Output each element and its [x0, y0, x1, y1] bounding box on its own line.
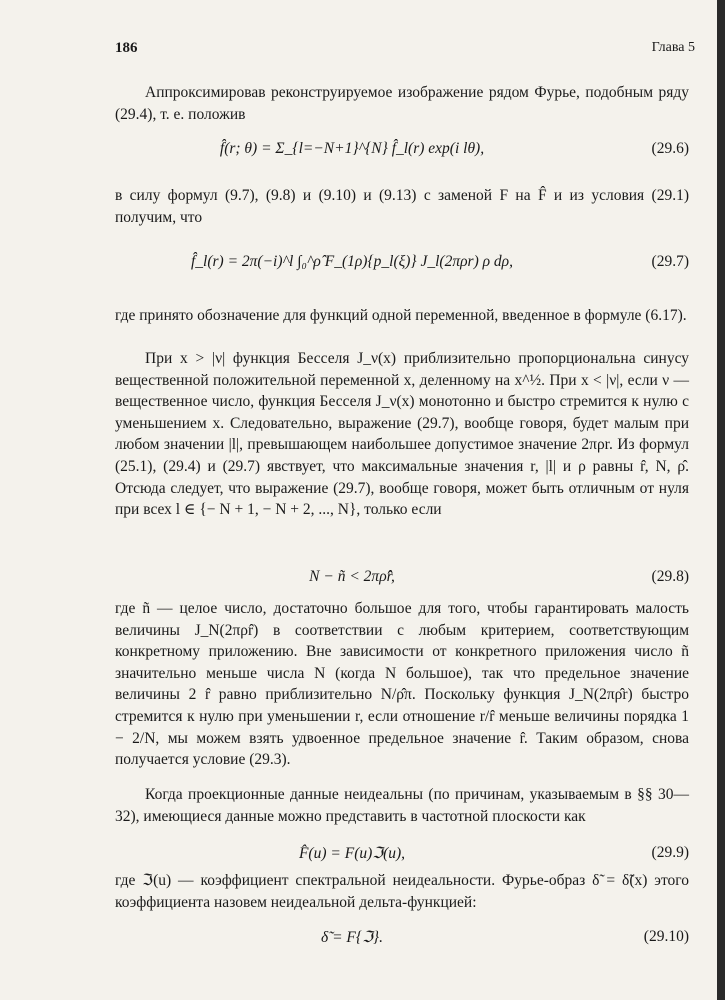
paragraph-3: где принято обозначение для функций одной переменной, введенное в формуле (6.17). [115, 307, 687, 324]
equation-formula: f̂(r; θ) = Σ_{l=−N+1}^{N} f̂_l(r) exp(i lθ), [219, 140, 485, 157]
paragraph-6: Когда проекционные данные неидеальны (по причинам, указываемым в §§ 30—32), имеющиеся данные можно представить в частотной плоскости как [115, 786, 689, 825]
equation-formula: f̂_l(r) = 2π(−i)^l ∫₀^ρ̂ F_(1ρ){p_l(ξ)} J_l(2πρr) ρ dρ, [190, 253, 513, 270]
equation-number: (29.7) [651, 253, 689, 270]
paragraph-7: где ℑ(u) — коэффициент спектральной неидеальности. Фурье-образ δ̃ = δ̃(x) этого коэффициента назовем неидеальной дельта-функцией: [115, 872, 689, 911]
paragraph-2: в силу формул (9.7), (9.8) и (9.10) и (9.13) с заменой F на F̂ и из условия (29.1) получим, что [115, 187, 689, 226]
equation-29-8 [115, 560, 689, 600]
equation-number: (29.6) [651, 140, 689, 157]
equation-29-10 [115, 920, 689, 960]
paragraph-4: При x > |ν| функция Бесселя J_ν(x) приблизительно пропорциональна синусу вещественной положительной переменной x, деленному на x^½. При x < |ν|, если ν — вещественное число, функция Бесселя J_ν(x) монотонно и быстро стремится к нулю с уменьшением x. Следовательно, выражение (29.7), вообще говоря, будет малым при любом значении |l|, превышающем наибольшее допустимое значение 2πρr. Из формул (25.1), (29.4) и (29.7) явствует, что максимальные значения r, |l| и ρ равны r̂, N, ρ̂. Отсюда следует, что выражение (29.7), вообще говоря, может быть отличным от нуля при всех l ∈ {− N + 1, − N + 2, ..., N}, только если [115, 350, 689, 519]
equation-29-7 [115, 245, 689, 285]
page-number: 186 [115, 40, 138, 56]
paragraph-1: Аппроксимировав реконструируемое изображение рядом Фурье, подобным ряду (29.4), т. е. положив [115, 84, 689, 123]
equation-number: (29.8) [651, 568, 689, 585]
equation-formula: N − ñ < 2πρ̂r̂, [309, 568, 395, 585]
equation-formula: F̂(u) = F(u)ℑ(u), [298, 845, 406, 862]
equation-number: (29.10) [643, 928, 689, 945]
scan-edge [717, 0, 725, 1000]
equation-29-6 [115, 132, 689, 172]
paragraph-5: где ñ — целое число, достаточно большое для того, чтобы гарантировать малость величины J_N(2πρr̂) в соответствии с любым критерием, соответствующим конкретному приложению. Вне зависимости от конкретного приложения число ñ значительно меньше числа N (когда N большое), так что предельное значение величины 2 r̂ равно приблизительно N/ρ̂π. Поскольку функция J_N(2πρ̂r) быстро стремится к нулю при уменьшении r, если отношение r/r̂ меньше величины порядка 1 − 2/N, мы можем взять удвоенное предельное значение r̂. Таким образом, снова получается условие (29.3). [115, 600, 689, 769]
chapter-header: Глава 5 [651, 40, 695, 55]
equation-formula: δ̃ = F{ℑ}. [321, 929, 383, 946]
equation-number: (29.9) [651, 844, 689, 861]
